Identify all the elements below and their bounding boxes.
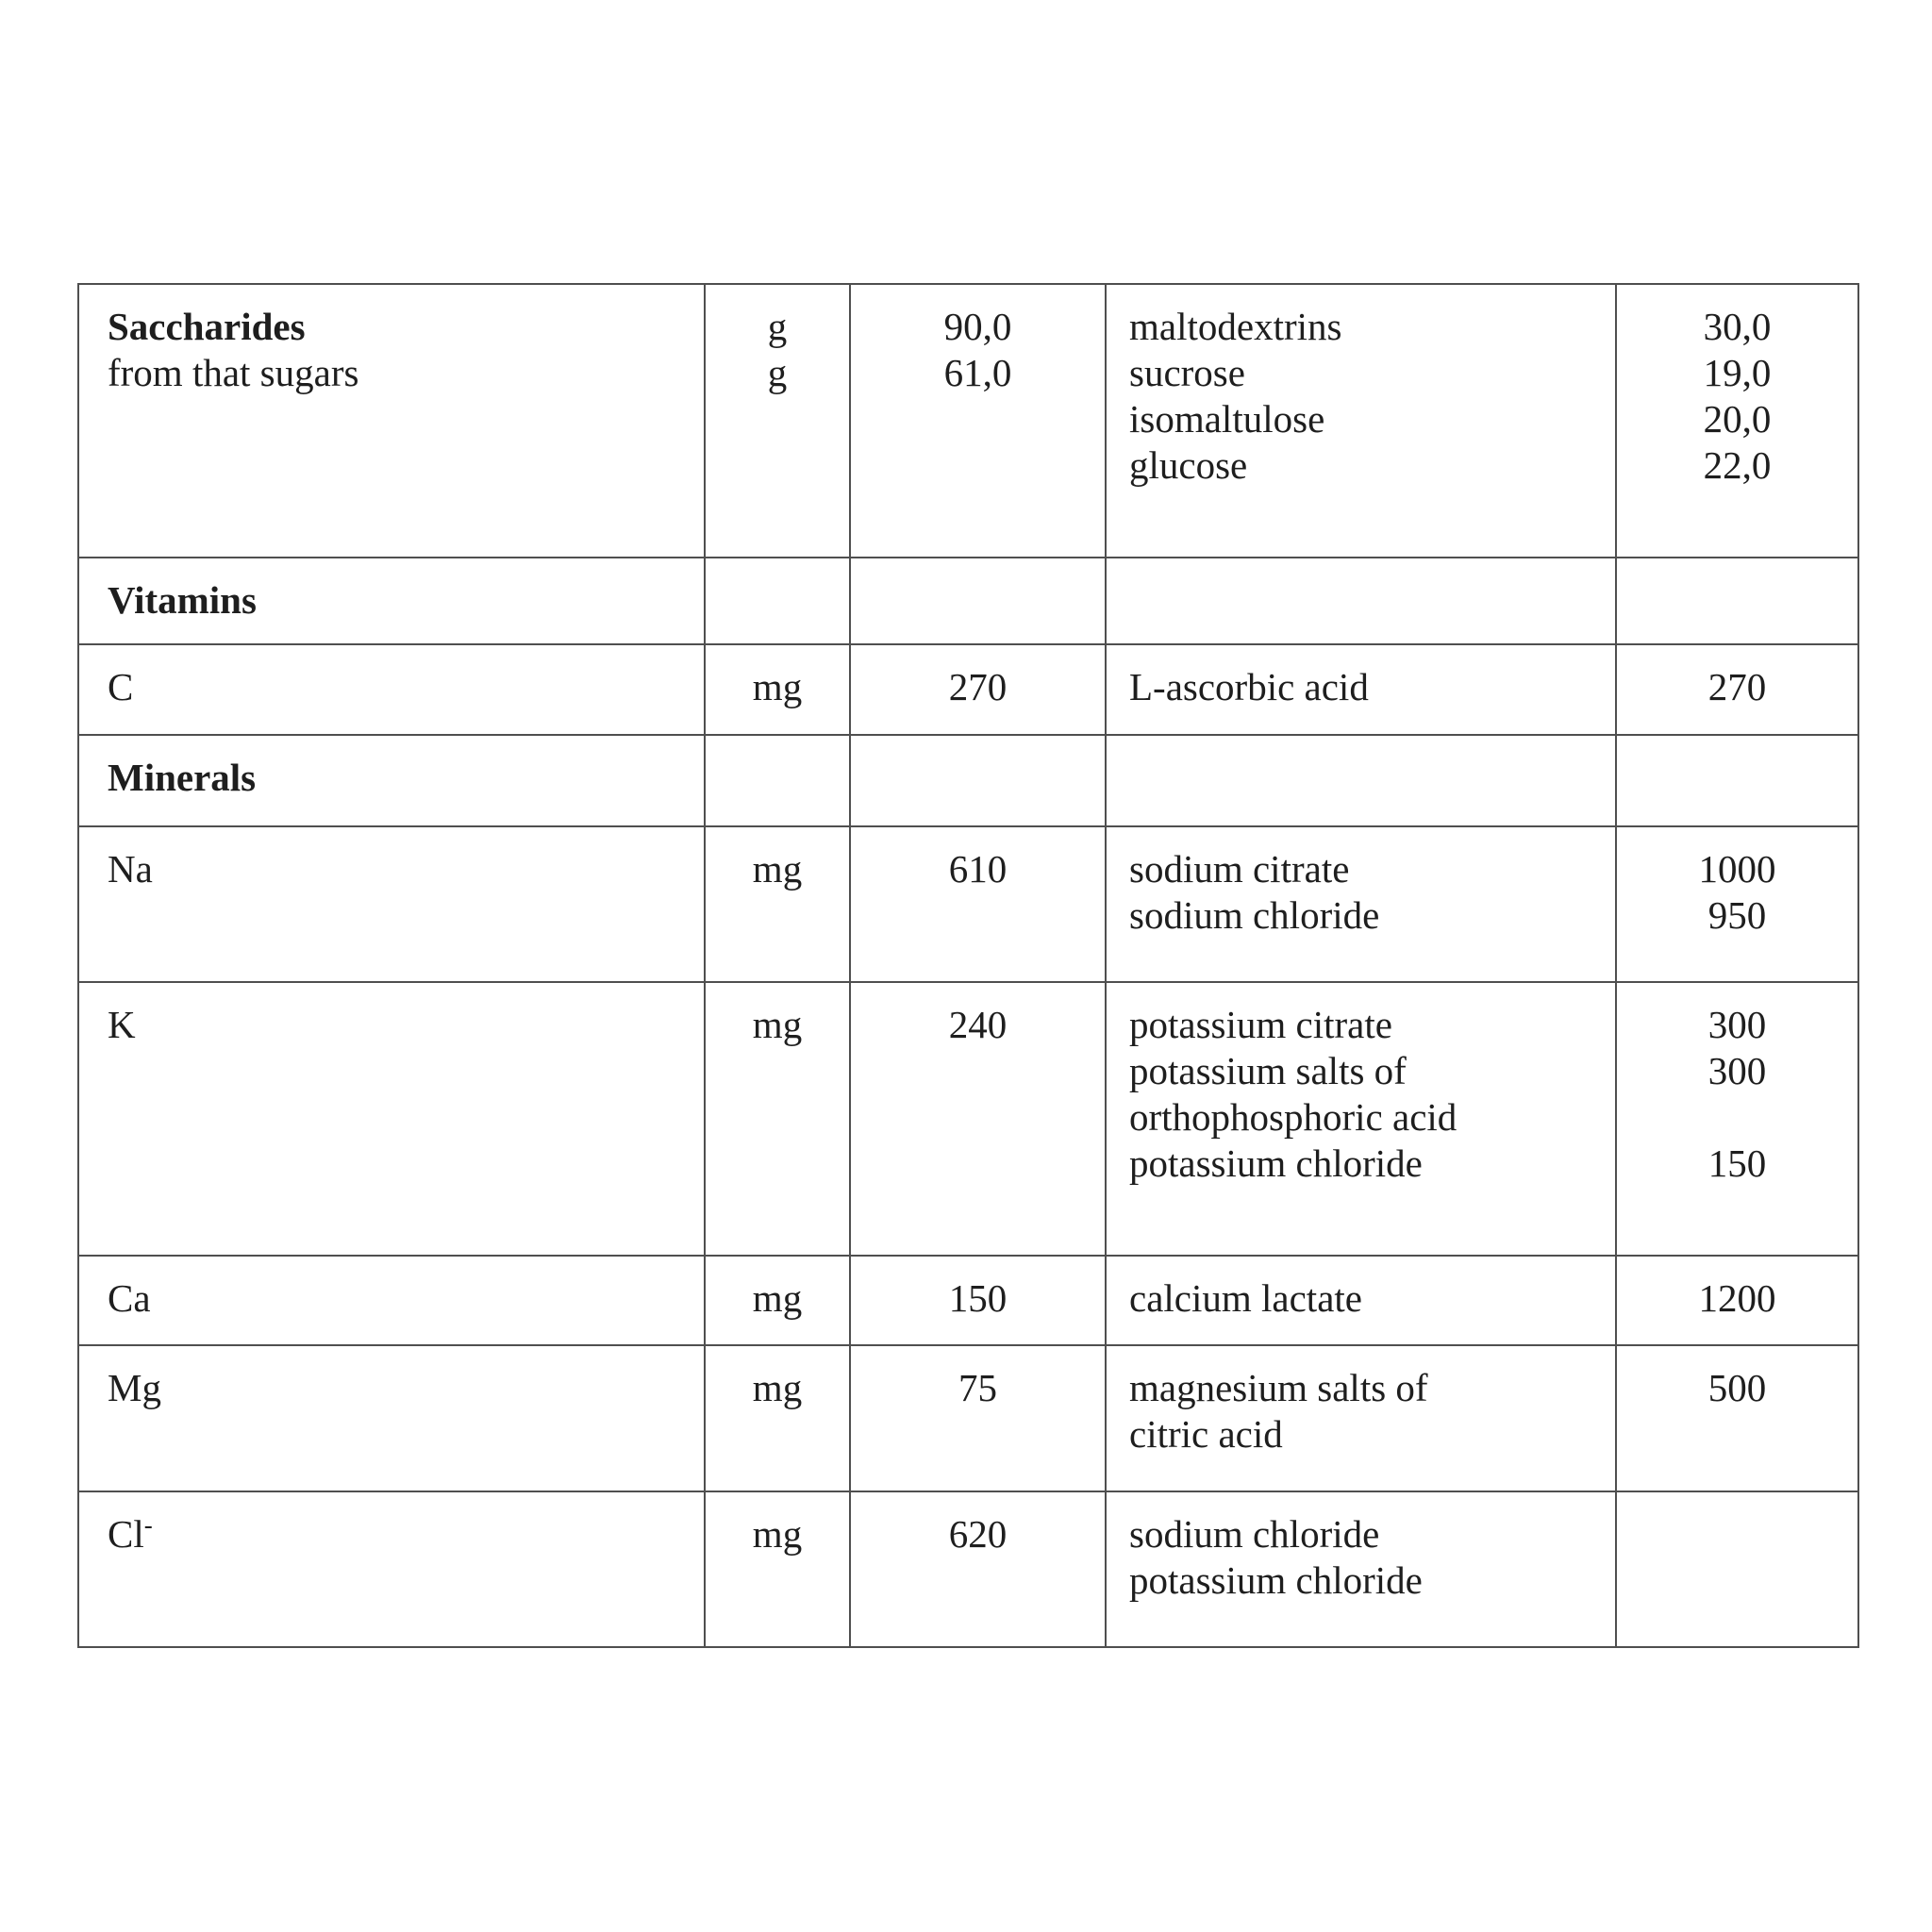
unit: g bbox=[767, 305, 788, 348]
ingredient-cell bbox=[1106, 1345, 1616, 1491]
unit-cell bbox=[705, 826, 850, 982]
unit: mg bbox=[752, 1366, 803, 1409]
ingredient-cell bbox=[1106, 1256, 1616, 1345]
table-row bbox=[78, 644, 1858, 735]
value-cell bbox=[850, 735, 1106, 826]
section-row bbox=[78, 735, 1858, 826]
unit-cell bbox=[705, 1345, 850, 1491]
amount-cell bbox=[1616, 558, 1858, 644]
amount-cell bbox=[1616, 644, 1858, 735]
ingredient: potassium chloride bbox=[1129, 1141, 1423, 1185]
value-cell bbox=[850, 1345, 1106, 1491]
value: 270 bbox=[948, 665, 1008, 708]
ingredient: sodium chloride bbox=[1129, 893, 1380, 937]
table-row bbox=[78, 826, 1858, 982]
value: 90,0 bbox=[943, 305, 1012, 348]
value: 240 bbox=[948, 1003, 1008, 1046]
ingredient: glucose bbox=[1129, 443, 1248, 487]
table-row bbox=[78, 1256, 1858, 1345]
ingredient-cell bbox=[1106, 826, 1616, 982]
unit: mg bbox=[752, 1276, 803, 1320]
ingredient: magnesium salts of bbox=[1129, 1366, 1428, 1409]
ingredient: citric acid bbox=[1129, 1412, 1283, 1456]
value: 61,0 bbox=[943, 351, 1012, 394]
value-cell bbox=[850, 284, 1106, 558]
section-name-cell bbox=[78, 735, 705, 826]
table-row bbox=[78, 982, 1858, 1256]
unit-cell bbox=[705, 735, 850, 826]
amount: 1200 bbox=[1698, 1276, 1776, 1320]
ingredient-cell bbox=[1106, 284, 1616, 558]
ingredient: L-ascorbic acid bbox=[1129, 665, 1369, 708]
nutrient-name: K bbox=[108, 1003, 136, 1046]
amount: 150 bbox=[1707, 1141, 1767, 1185]
amount-cell bbox=[1616, 1491, 1858, 1647]
nutrient-name: Cl bbox=[108, 1512, 144, 1556]
amount: 22,0 bbox=[1703, 443, 1772, 487]
amount: 500 bbox=[1707, 1366, 1767, 1409]
unit: mg bbox=[752, 665, 803, 708]
ion-charge-superscript: - bbox=[143, 1510, 153, 1540]
unit-cell bbox=[705, 558, 850, 644]
unit-cell bbox=[705, 1256, 850, 1345]
amount-cell bbox=[1616, 284, 1858, 558]
ingredient: potassium chloride bbox=[1129, 1558, 1423, 1602]
amount: 30,0 bbox=[1703, 305, 1772, 348]
ingredient: orthophosphoric acid bbox=[1129, 1095, 1457, 1139]
nutrient-name: Ca bbox=[108, 1276, 151, 1320]
value: 150 bbox=[948, 1276, 1008, 1320]
ingredient-cell bbox=[1106, 735, 1616, 826]
ingredient-cell bbox=[1106, 558, 1616, 644]
amount: 300 bbox=[1707, 1049, 1767, 1092]
amount bbox=[1626, 1094, 1848, 1141]
value: 75 bbox=[958, 1366, 997, 1409]
ingredient-cell bbox=[1106, 644, 1616, 735]
amount: 19,0 bbox=[1703, 351, 1772, 394]
amount: 950 bbox=[1707, 893, 1767, 937]
section-title: Vitamins bbox=[108, 578, 257, 622]
nutrient-name-cell bbox=[78, 982, 705, 1256]
nutrient-name: Mg bbox=[108, 1366, 161, 1409]
nutrient-subname: from that sugars bbox=[108, 351, 359, 394]
nutrient-name-cell bbox=[78, 826, 705, 982]
ingredient: potassium citrate bbox=[1129, 1003, 1392, 1046]
nutrient-name: Saccharides bbox=[108, 305, 306, 348]
amount-cell bbox=[1616, 1256, 1858, 1345]
nutrient-name-cell bbox=[78, 284, 705, 558]
unit-cell bbox=[705, 284, 850, 558]
nutrition-table bbox=[77, 283, 1859, 1648]
unit: mg bbox=[752, 1003, 803, 1046]
amount-cell bbox=[1616, 826, 1858, 982]
section-name-cell bbox=[78, 558, 705, 644]
value-cell bbox=[850, 558, 1106, 644]
unit: mg bbox=[752, 1512, 803, 1556]
unit-cell bbox=[705, 982, 850, 1256]
nutrient-name: C bbox=[108, 665, 134, 708]
nutrient-name-cell bbox=[78, 1256, 705, 1345]
nutrient-name: Na bbox=[108, 847, 153, 891]
value-cell bbox=[850, 826, 1106, 982]
unit-cell bbox=[705, 1491, 850, 1647]
unit-cell bbox=[705, 644, 850, 735]
amount: 300 bbox=[1707, 1003, 1767, 1046]
nutrient-name-cell bbox=[78, 1491, 705, 1647]
unit: mg bbox=[752, 847, 803, 891]
value-cell bbox=[850, 644, 1106, 735]
amount: 20,0 bbox=[1703, 397, 1772, 441]
ingredient: sodium chloride bbox=[1129, 1512, 1380, 1556]
value-cell bbox=[850, 982, 1106, 1256]
value-cell bbox=[850, 1256, 1106, 1345]
amount-cell bbox=[1616, 982, 1858, 1256]
ingredient-cell bbox=[1106, 1491, 1616, 1647]
table-row bbox=[78, 1491, 1858, 1647]
ingredient-cell bbox=[1106, 982, 1616, 1256]
ingredient: maltodextrins bbox=[1129, 305, 1342, 348]
table-row bbox=[78, 284, 1858, 558]
ingredient: isomaltulose bbox=[1129, 397, 1325, 441]
ingredient: sucrose bbox=[1129, 351, 1245, 394]
amount: 1000 bbox=[1698, 847, 1776, 891]
unit: g bbox=[767, 351, 788, 394]
ingredient: potassium salts of bbox=[1129, 1049, 1407, 1092]
amount: 270 bbox=[1707, 665, 1767, 708]
table-row bbox=[78, 1345, 1858, 1491]
ingredient: calcium lactate bbox=[1129, 1276, 1362, 1320]
amount-cell bbox=[1616, 1345, 1858, 1491]
value: 610 bbox=[948, 847, 1008, 891]
value: 620 bbox=[948, 1512, 1008, 1556]
nutrient-name-cell bbox=[78, 1345, 705, 1491]
amount-cell bbox=[1616, 735, 1858, 826]
nutrient-name-cell bbox=[78, 644, 705, 735]
section-title: Minerals bbox=[108, 756, 257, 799]
ingredient: sodium citrate bbox=[1129, 847, 1350, 891]
section-row bbox=[78, 558, 1858, 644]
value-cell bbox=[850, 1491, 1106, 1647]
